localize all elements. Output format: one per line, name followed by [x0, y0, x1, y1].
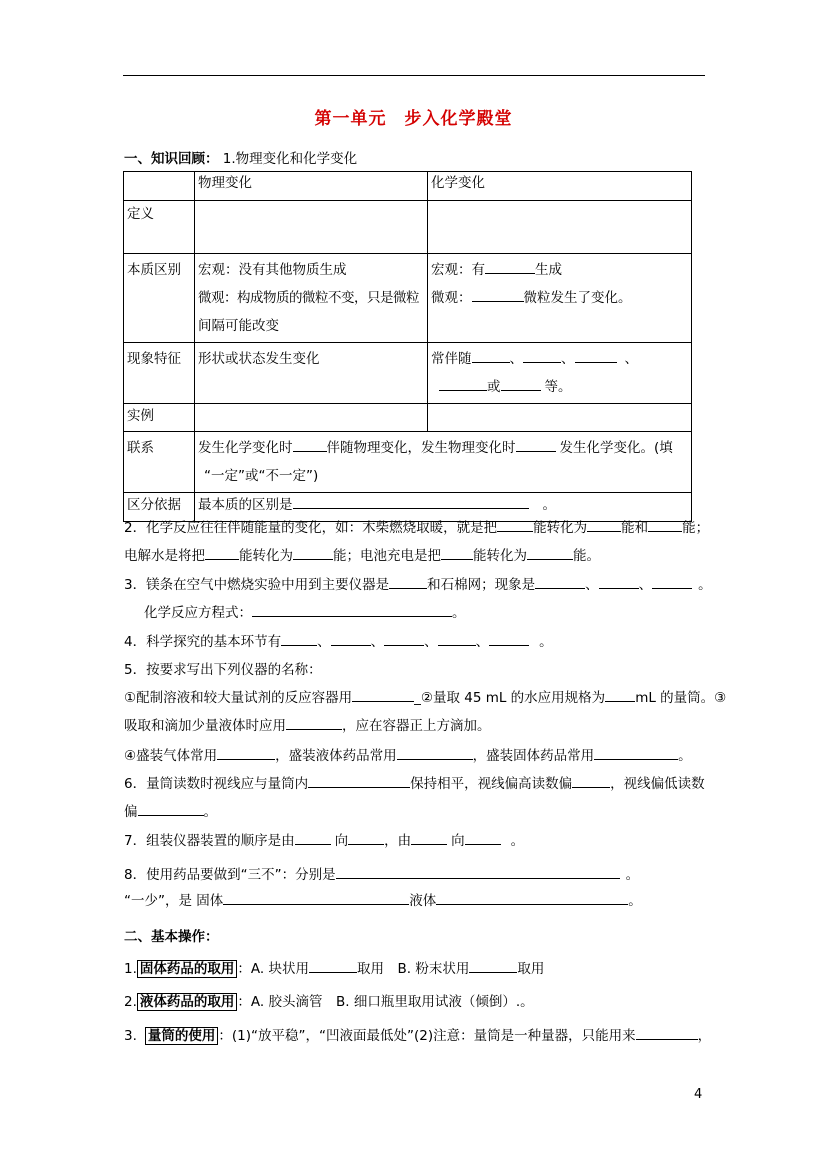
answer-blank[interactable]: [397, 746, 473, 760]
answer-blank[interactable]: [281, 632, 317, 646]
question-text: 8．使用药品要做到“三不”：分别是: [124, 867, 336, 883]
answer-blank[interactable]: [217, 746, 275, 760]
row-label: 联系: [124, 432, 195, 493]
answer-blank[interactable]: [389, 575, 427, 589]
question-text: ，由: [384, 833, 412, 849]
row-label: 实例: [124, 404, 195, 432]
answer-blank[interactable]: [223, 891, 409, 905]
question-text: 液体: [409, 893, 437, 909]
table-row: [124, 343, 692, 404]
answer-blank[interactable]: [594, 746, 678, 760]
cell-line: 间隔可能改变: [198, 318, 279, 334]
answer-blank[interactable]: [295, 831, 331, 845]
question-text: ，: [697, 1028, 712, 1044]
operation-1: [124, 957, 544, 977]
question-text: 。: [203, 804, 217, 820]
question-text: 能。: [573, 548, 600, 564]
question-text: 6．量筒读数时视线应与量筒内: [124, 776, 309, 792]
boxed-heading: 固体药品的取用: [137, 960, 238, 978]
answer-blank[interactable]: [252, 603, 452, 617]
cell-line: [431, 373, 688, 401]
table-cell: [195, 432, 692, 493]
answer-blank[interactable]: [205, 546, 239, 560]
question-text: 。: [452, 605, 466, 621]
question-text: ，应在容器正上方滴加。: [342, 718, 491, 734]
answer-blank[interactable]: [599, 575, 639, 589]
table-row: [124, 254, 692, 343]
answer-blank[interactable]: [501, 377, 541, 391]
answer-blank[interactable]: [293, 546, 333, 560]
question-text: 偏: [124, 804, 138, 820]
question-text: ①配制溶液和较大量试剂的反应容器用: [124, 690, 353, 706]
cell-line: 宏观：没有其他物质生成: [198, 262, 347, 278]
section-1-subtitle: 1.物理变化和化学变化: [222, 151, 358, 167]
answer-blank[interactable]: [636, 1026, 698, 1040]
table-cell: [428, 254, 692, 343]
boxed-heading: 量筒的使用: [145, 1027, 219, 1045]
answer-blank[interactable]: [523, 349, 561, 363]
answer-blank[interactable]: [465, 831, 501, 845]
cell-text: 。: [542, 497, 556, 513]
answer-blank[interactable]: [293, 495, 529, 509]
answer-blank[interactable]: [384, 632, 424, 646]
answer-blank[interactable]: [138, 802, 204, 816]
question-text: 向: [451, 833, 465, 849]
question-text: 能转化为: [239, 548, 293, 564]
answer-blank[interactable]: [652, 575, 692, 589]
cell-text: 、: [561, 351, 575, 367]
question-text: 、: [638, 577, 653, 593]
answer-blank[interactable]: [605, 688, 635, 702]
cell-line: 微观：构成物质的微粒不变，只是微粒: [198, 290, 419, 306]
question-5-line-1: [124, 686, 726, 706]
question-text: 。: [539, 634, 553, 650]
answer-blank[interactable]: [438, 632, 476, 646]
page-number: 4: [694, 1087, 703, 1102]
answer-blank[interactable]: [572, 774, 610, 788]
operation-3: [124, 1024, 711, 1044]
question-text: 、: [585, 577, 599, 593]
answer-blank[interactable]: [286, 716, 342, 730]
question-text: 2．化学反应往往伴随能量的变化，如：木柴燃烧取暖，就是把: [124, 520, 498, 536]
question-8-line-1: [124, 863, 639, 883]
answer-blank[interactable]: [648, 518, 682, 532]
question-text: ，盛装液体药品常用: [275, 748, 397, 764]
section-2-title: 二、基本操作：: [124, 929, 219, 945]
item-number: 2.: [124, 994, 137, 1010]
question-text: 取用 B. 粉末状用: [356, 961, 470, 977]
question-text: 。: [510, 833, 525, 849]
table-row: [124, 404, 692, 432]
question-text: ：A. 胶头滴管 B. 细口瓶里取用试液（倾倒）.。: [237, 994, 534, 1010]
question-text: 。: [698, 577, 712, 593]
table-header-row: [124, 172, 692, 201]
question-4: [124, 630, 553, 650]
question-2-line-1: [124, 516, 709, 536]
row-label: 现象特征: [124, 343, 195, 404]
question-text: mL 的量筒。③: [635, 690, 727, 706]
question-2-line-2: [124, 544, 600, 564]
section-1-title: 一、知识回顾：: [124, 151, 219, 167]
answer-blank[interactable]: [411, 831, 447, 845]
question-text: 和石棉网；现象是: [427, 577, 536, 593]
cell-text: 宏观：有: [431, 262, 485, 278]
question-text: 、: [475, 634, 490, 650]
question-3-line-1: [124, 573, 712, 593]
cell-line: [431, 345, 688, 373]
table-header: 化学变化: [428, 172, 692, 201]
answer-blank[interactable]: [441, 546, 473, 560]
question-text: ：(1)“放平稳”，“凹液面最低处”(2)注意：量筒是一种量器，只能用来: [218, 1028, 636, 1044]
answer-blank[interactable]: [293, 438, 327, 452]
row-label: 本质区别: [124, 254, 195, 343]
boxed-heading: 液体药品的取用: [137, 993, 238, 1011]
cell-text: 伴随物理变化，发生物理变化时: [326, 440, 516, 456]
question-text: 保持相平，视线偏高读数偏: [410, 776, 573, 792]
question-6-line-1: [124, 772, 705, 792]
answer-blank[interactable]: [485, 260, 535, 274]
item-number: 1.: [124, 961, 137, 977]
question-5-line-2: [124, 714, 491, 734]
cell-text: 发生化学变化时: [198, 440, 293, 456]
question-text: 。: [678, 748, 692, 764]
answer-blank[interactable]: [489, 632, 529, 646]
answer-blank[interactable]: [436, 891, 628, 905]
answer-blank[interactable]: [309, 959, 357, 973]
table-cell: [428, 201, 692, 254]
header-rule: [123, 75, 705, 76]
answer-blank[interactable]: [308, 774, 410, 788]
question-text: 能转化为: [533, 520, 588, 536]
question-3-line-2: [144, 601, 466, 621]
answer-blank[interactable]: [348, 831, 384, 845]
table-cell: [124, 172, 195, 201]
cell-text: 生成: [535, 262, 562, 278]
question-text: 、: [317, 634, 331, 650]
table-cell: [195, 254, 428, 343]
question-text: 。: [628, 893, 642, 909]
question-8-line-2: [124, 889, 642, 909]
cell-text: 常伴随: [431, 351, 472, 367]
answer-blank[interactable]: [352, 688, 414, 702]
cell-text: 发生化学变化。(填: [559, 440, 673, 456]
answer-blank[interactable]: [535, 575, 585, 589]
answer-blank[interactable]: [472, 288, 524, 302]
answer-blank[interactable]: [497, 518, 533, 532]
comparison-table: [123, 171, 692, 522]
question-text: 。: [625, 867, 640, 883]
table-header: 物理变化: [195, 172, 428, 201]
question-text: 向: [334, 833, 349, 849]
question-text: ④盛装气体常用: [124, 748, 218, 764]
question-text: 7．组装仪器装置的顺序是由: [124, 833, 295, 849]
table-cell: [195, 404, 428, 432]
answer-blank[interactable]: [587, 518, 621, 532]
item-number: 3.: [124, 1028, 137, 1044]
operation-2: [124, 990, 534, 1010]
row-label: 定义: [124, 201, 195, 254]
question-text: ，盛装固体药品常用: [472, 748, 595, 764]
table-row: [124, 201, 692, 254]
question-text: 3．镁条在空气中燃烧实验中用到主要仪器是: [124, 577, 390, 593]
cell-text: 等。: [544, 379, 572, 395]
question-text: 电解水是将把: [124, 548, 205, 564]
cell-text: 最本质的区别是: [198, 497, 293, 513]
question-text: 4．科学探究的基本环节有: [124, 634, 282, 650]
row-label: 区分依据: [124, 493, 195, 522]
section-1-heading: [124, 147, 357, 167]
answer-blank[interactable]: [336, 865, 620, 879]
answer-blank[interactable]: [331, 632, 371, 646]
question-text: 化学反应方程式：: [144, 605, 252, 621]
page-title: 第一单元 步入化学殿堂: [314, 109, 513, 129]
cell-line: [431, 256, 688, 284]
answer-blank[interactable]: [575, 349, 617, 363]
answer-blank[interactable]: [516, 438, 556, 452]
question-6-line-2: [124, 800, 217, 820]
cell-line: “一定”或“不一定”): [204, 468, 319, 484]
cell-line: [431, 284, 688, 312]
cell-text: 微观：: [431, 290, 472, 306]
table-cell: [195, 201, 428, 254]
cell-text: 、: [624, 351, 638, 367]
cell-line: [198, 434, 688, 462]
question-text: ，视线偏低读数: [610, 776, 705, 792]
table-cell: 形状或状态发生变化: [195, 343, 428, 404]
question-text: “一少”，是 固体: [124, 893, 224, 909]
question-text: 能；电池充电是把: [333, 548, 441, 564]
question-5-line-3: [124, 744, 692, 764]
answer-blank[interactable]: [469, 959, 517, 973]
question-text: 、: [370, 634, 385, 650]
cell-text: 微粒发生了变化。: [523, 290, 632, 306]
question-7: [124, 829, 524, 849]
question-text: 能和: [621, 520, 649, 536]
table-cell: [428, 343, 692, 404]
table-row: [124, 432, 692, 493]
cell-text: 、: [509, 351, 523, 367]
answer-blank[interactable]: [527, 546, 573, 560]
question-text: ：A. 块状用: [237, 961, 309, 977]
question-5-intro: 5．按要求写出下列仪器的名称：: [124, 662, 322, 678]
question-text: _②量取 45 mL 的水应用规格为: [414, 690, 606, 706]
table-cell: [428, 404, 692, 432]
question-text: 、: [424, 634, 438, 650]
question-text: 能转化为: [473, 548, 527, 564]
cell-text: 或: [487, 379, 501, 395]
question-text: 取用: [517, 961, 545, 977]
question-text: 能；: [682, 520, 710, 536]
question-text: 吸取和滴加少量液体时应用: [124, 718, 286, 734]
answer-blank[interactable]: [439, 377, 487, 391]
answer-blank[interactable]: [472, 349, 510, 363]
